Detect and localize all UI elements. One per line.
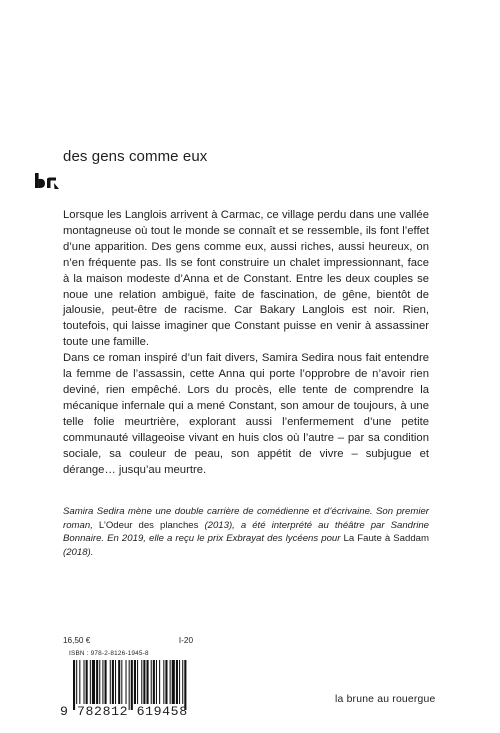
bio-text-1: Samira Sedira mène une double carrière de comédienne et d’écrivaine. Son premier roman, bbox=[63, 506, 429, 531]
bio-text-2: (2013), a été interprété au théâtre par Sandrine Bonnaire. En 2019, elle a reçu le prix Exbrayat des lycéens pour bbox=[63, 519, 430, 545]
bio-text-3: (2018). bbox=[63, 546, 94, 558]
synopsis-paragraph-2: Dans ce roman inspiré d’un fait divers, Samira Sedira nous fait entendre la femme de l’assassin, cette Anna qui porte l’opprobre de n’avoir rien deviné, rien empêché. Lors du procès, elle tente de comprendre la mécanique infernale qui a mené Constant, son amour de toujours, à une telle folie meurtrière, explorant aussi l’enfermement d’une petite communauté villageoise vivant en huis clos où l’autre – par sa condition sociale, sa couleur de peau, son appétit de vivre – subjugue et dérange… jusqu’au meurtre. bbox=[63, 352, 429, 476]
isbn-label: ISBN : 978-2-8126-1945-8 bbox=[69, 650, 149, 657]
catalog-code: I-20 bbox=[178, 636, 193, 645]
author-bio bbox=[63, 505, 429, 559]
book-title: des gens comme eux bbox=[63, 148, 208, 165]
bio-book-title-1: L’Odeur des planches bbox=[98, 519, 199, 531]
synopsis-paragraph-1: Lorsque les Langlois arrivent à Carmac, ce village perdu dans une vallée montagneuse où tout le monde se connaît et se ressemble, ils font l’effet d’une apparition. Des gens comme eux, aussi riches, aussi heureux, on n’en fréquente pas. Ils se font construire un chalet impressionnant, face à la maison modeste d’Anna et de Constant. Entre les deux couples se noue une relation ambiguë, faite de fascination, de gêne, bientôt de jalousie, peut-être de racisme. Car Bakary Langlois est noir. Rien, toutefois, qui laisse imaginer que Constant puisse en venir à assassiner toute une famille. bbox=[63, 209, 429, 349]
price: 16,50 € bbox=[63, 636, 91, 645]
bio-book-title-2: La Faute à Saddam bbox=[343, 533, 429, 545]
barcode-digits: 9 782812 619458 bbox=[60, 704, 188, 719]
synopsis bbox=[63, 208, 429, 478]
publisher-name: la brune au rouergue bbox=[335, 694, 436, 705]
publisher-logo-icon bbox=[34, 173, 60, 189]
price-block bbox=[63, 636, 193, 657]
